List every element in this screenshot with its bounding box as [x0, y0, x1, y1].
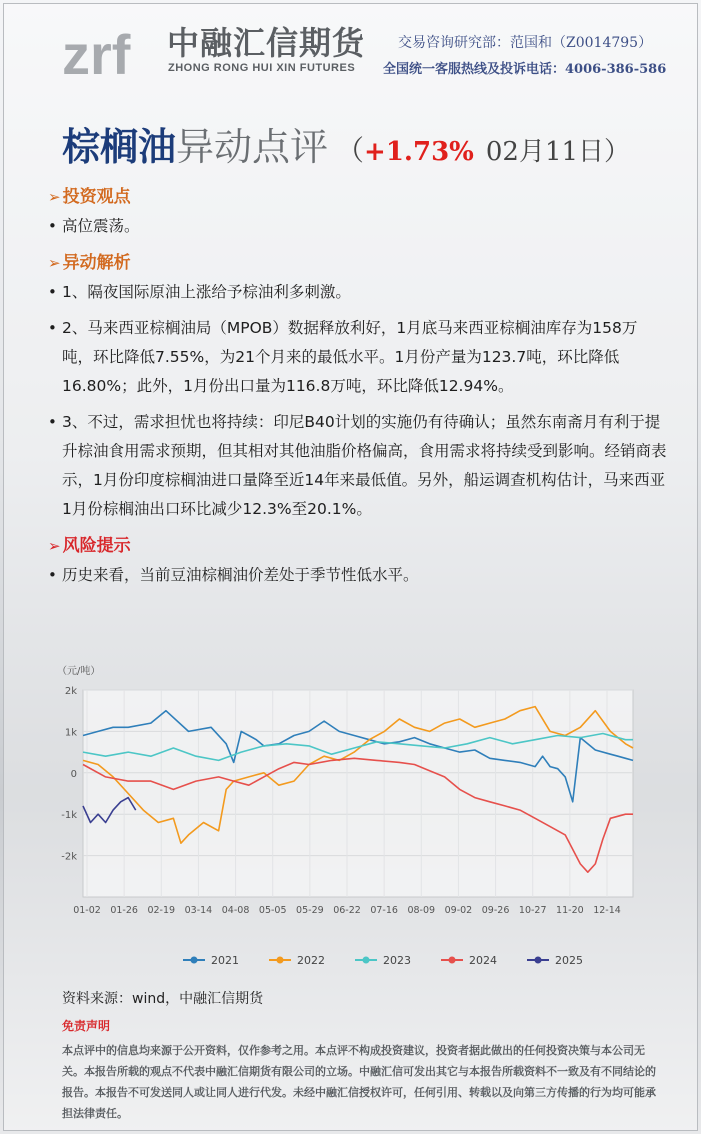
x-tick-label: 09-26: [481, 905, 510, 916]
list-item: • 历史来看，当前豆油棕榈油价差处于季节性低水平。: [48, 561, 668, 590]
research-contact: 交易咨询研究部：范国和（Z0014795）: [398, 35, 653, 51]
section-head-risk: ➢ 风险提示: [48, 536, 131, 556]
company-name-en: ZHONG RONG HUI XIN FUTURES: [168, 62, 356, 74]
x-tick-label: 12-14: [593, 905, 621, 916]
company-name-cn: 中融汇信期货: [167, 24, 366, 62]
disclaimer-text: 本点评中的信息均来源于公开资料，仅作参考之用。本点评不构成投资建议，投资者据此做出的任何投资决策与本公司无关。本报告所载的观点不代表中融汇信期货有限公司的立场。中融汇信可发出其它与本报告所载资料不一致及有不同结论的报告。本报告不可发送同人或让同人进行代发。未经中融汇信授权许可，任何引用、转载以及向第三方传播的行为均可能承担法律责任。: [62, 1044, 656, 1120]
y-tick-label: -1k: [61, 810, 77, 822]
title-date: 02月11日）: [485, 137, 631, 167]
legend-marker-2022: [277, 957, 284, 964]
y-tick-label: -2k: [61, 851, 77, 863]
y-tick-label: 0: [70, 768, 77, 780]
chevron-right-icon: ➢: [48, 537, 61, 555]
y-tick-label: 1k: [64, 727, 77, 739]
x-tick-label: 05-05: [258, 905, 287, 916]
legend-label-2023: 2023: [383, 954, 411, 967]
section-head-view: ➢ 投资观点: [48, 187, 131, 207]
y-tick-label: 2k: [64, 686, 77, 697]
legend-marker-2023: [363, 957, 370, 964]
x-tick-label: 11-20: [556, 905, 584, 916]
title-paren: （: [336, 134, 365, 167]
title-product: 棕榈油: [62, 125, 177, 169]
x-tick-label: 06-22: [333, 905, 361, 916]
x-tick-label: 04-08: [221, 905, 250, 916]
report-content: [48, 182, 668, 597]
hotline-contact: 全国统一客服热线及投诉电话：4006-386-586: [383, 62, 667, 77]
x-tick-label: 09-02: [444, 905, 473, 916]
legend-marker-2021: [191, 957, 198, 964]
legend-label-2021: 2021: [211, 954, 239, 967]
x-tick-label: 05-29: [296, 905, 324, 916]
spread-line-chart: [55, 662, 645, 982]
data-source: 资料来源：wind，中融汇信期货: [62, 991, 264, 1007]
section-head-analysis: ➢ 异动解析: [48, 253, 131, 273]
title-kind: 异动点评: [176, 125, 329, 169]
x-tick-label: 10-27: [518, 905, 547, 916]
chevron-right-icon: ➢: [48, 254, 61, 272]
y-axis-label: （元/吨）: [57, 666, 101, 677]
list-item: • 3、不过，需求担忧也将持续：印尼B40计划的实施仍有待确认；虽然东南斋月有利于提升棕油食用需求预期，但其相对其他油脂价格偏高，食用需求将持续受到影响。经销商表示，1月份印度棕榈油进口量降至近14年来最低值。另外，船运调查机构估计，马来西亚1月份棕榈油出口环比减少12.3%至20.1%。: [48, 408, 668, 524]
disclaimer-title: 免责声明: [62, 1019, 111, 1033]
legend-label-2024: 2024: [469, 954, 497, 967]
list-item: • 高位震荡。: [48, 212, 668, 241]
x-tick-label: 07-16: [370, 905, 398, 916]
title-change: +1.73%: [364, 137, 474, 167]
x-tick-label: 01-26: [110, 905, 138, 916]
plot-area: [83, 690, 633, 897]
x-tick-label: 03-14: [184, 905, 213, 916]
x-tick-label: 02-19: [147, 905, 176, 916]
x-tick-label: 08-09: [407, 905, 436, 916]
list-item: • 1、隔夜国际原油上涨给予棕油利多刺激。: [48, 278, 668, 307]
legend-label-2025: 2025: [555, 954, 583, 967]
header: [0, 0, 701, 100]
chevron-right-icon: ➢: [48, 188, 61, 206]
legend-marker-2024: [449, 957, 456, 964]
legend-label-2022: 2022: [297, 954, 325, 967]
x-tick-label: 01-02: [73, 905, 101, 916]
legend-marker-2025: [535, 957, 542, 964]
list-item: • 2、马来西亚棕榈油局（MPOB）数据释放利好，1月底马来西亚棕榈油库存为158万吨，环比降低7.55%，为21个月来的最低水平。1月份产量为123.7吨，环比降低16.80%；此外，1月份出口量为116.8万吨，环比降低12.94%。: [48, 314, 668, 401]
company-logo-icon: [62, 12, 162, 82]
svg-text:zrf: zrf: [62, 23, 131, 82]
page-title: [62, 116, 630, 168]
